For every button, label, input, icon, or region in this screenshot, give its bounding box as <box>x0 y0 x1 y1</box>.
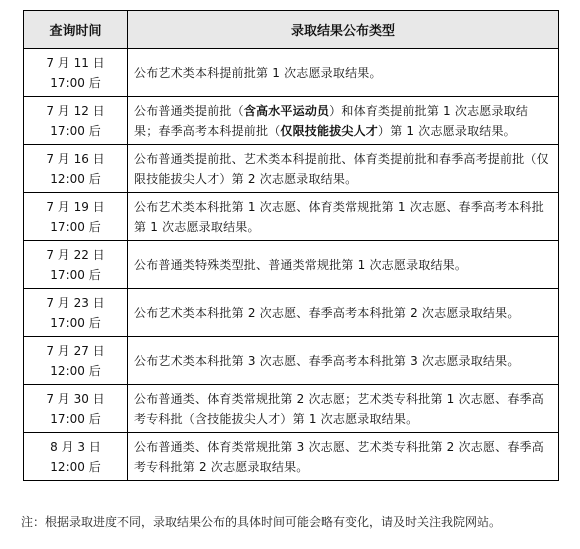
query-time-cell <box>24 145 128 193</box>
result-type-text: 公布艺术类本科批第 1 次志愿、体育类常规批第 1 次志愿、春季高考本科批第 1 次志愿录取结果。 <box>134 199 544 234</box>
result-type-cell <box>128 241 559 289</box>
table-row <box>24 289 559 337</box>
query-date: 7 月 16 日 <box>46 151 105 166</box>
table-row <box>24 241 559 289</box>
result-type-cell <box>128 433 559 481</box>
query-time-cell <box>24 241 128 289</box>
query-date: 7 月 22 日 <box>46 247 105 262</box>
query-date: 7 月 11 日 <box>46 55 105 70</box>
table-row <box>24 49 559 97</box>
table-row <box>24 433 559 481</box>
result-type-text: 公布普通类、体育类常规批第 3 次志愿、艺术类专科批第 2 次志愿、春季高考专科批第 2 次志愿录取结果。 <box>134 439 544 474</box>
result-type-text: ）第 1 次志愿录取结果。 <box>378 123 516 138</box>
result-type-cell <box>128 385 559 433</box>
result-type-text: ）和体育类提前批第 1 次志愿录取结果；春季高考本科提前批（ <box>134 103 529 138</box>
result-type-cell <box>128 97 559 145</box>
result-type-emphasis: 含高水平运动员 <box>243 103 330 118</box>
query-time-cell <box>24 49 128 97</box>
result-type-text: 公布普通类提前批（ <box>134 103 244 118</box>
table-row <box>24 193 559 241</box>
table-row <box>24 337 559 385</box>
result-type-emphasis: 仅限技能拔尖人才 <box>280 123 379 138</box>
query-date: 7 月 30 日 <box>46 391 105 406</box>
query-hour: 17:00 后 <box>50 75 101 90</box>
query-hour: 17:00 后 <box>50 267 101 282</box>
query-hour: 17:00 后 <box>50 123 101 138</box>
result-type-text: 公布艺术类本科批第 2 次志愿、春季高考本科批第 2 次志愿录取结果。 <box>134 305 520 320</box>
query-hour: 17:00 后 <box>50 411 101 426</box>
query-time-cell <box>24 289 128 337</box>
query-time-cell <box>24 193 128 241</box>
query-time-cell <box>24 433 128 481</box>
result-type-text: 公布普通类、体育类常规批第 2 次志愿；艺术类专科批第 1 次志愿、春季高考专科批（含技能拔尖人才）第 1 次志愿录取结果。 <box>134 391 544 426</box>
result-type-text: 公布艺术类本科提前批第 1 次志愿录取结果。 <box>134 65 382 80</box>
query-date: 8 月 3 日 <box>50 439 101 454</box>
header-query-time: 查询时间 <box>24 11 128 49</box>
query-hour: 12:00 后 <box>50 459 101 474</box>
query-hour: 17:00 后 <box>50 315 101 330</box>
result-type-cell <box>128 49 559 97</box>
result-type-text: 公布普通类特殊类型批、普通类常规批第 1 次志愿录取结果。 <box>134 257 468 272</box>
query-time-cell <box>24 337 128 385</box>
query-date: 7 月 23 日 <box>46 295 105 310</box>
header-result-type: 录取结果公布类型 <box>128 11 559 49</box>
table-row <box>24 97 559 145</box>
query-date: 7 月 19 日 <box>46 199 105 214</box>
query-time-cell <box>24 97 128 145</box>
table-header-row <box>24 11 559 49</box>
result-type-text: 公布艺术类本科批第 3 次志愿、春季高考本科批第 3 次志愿录取结果。 <box>134 353 520 368</box>
admission-schedule-table <box>23 10 559 481</box>
result-type-cell <box>128 289 559 337</box>
query-date: 7 月 27 日 <box>46 343 105 358</box>
query-date: 7 月 12 日 <box>46 103 105 118</box>
query-hour: 12:00 后 <box>50 363 101 378</box>
table-row <box>24 385 559 433</box>
result-type-cell <box>128 193 559 241</box>
table-row <box>24 145 559 193</box>
footnote: 注：根据录取进度不同，录取结果公布的具体时间可能会略有变化，请及时关注我院网站。 <box>21 515 502 529</box>
result-type-cell <box>128 145 559 193</box>
result-type-cell <box>128 337 559 385</box>
result-type-text: 公布普通类提前批、艺术类本科提前批、体育类提前批和春季高考提前批（仅限技能拔尖人才）第 2 次志愿录取结果。 <box>134 151 549 186</box>
query-hour: 12:00 后 <box>50 171 101 186</box>
query-hour: 17:00 后 <box>50 219 101 234</box>
query-time-cell <box>24 385 128 433</box>
